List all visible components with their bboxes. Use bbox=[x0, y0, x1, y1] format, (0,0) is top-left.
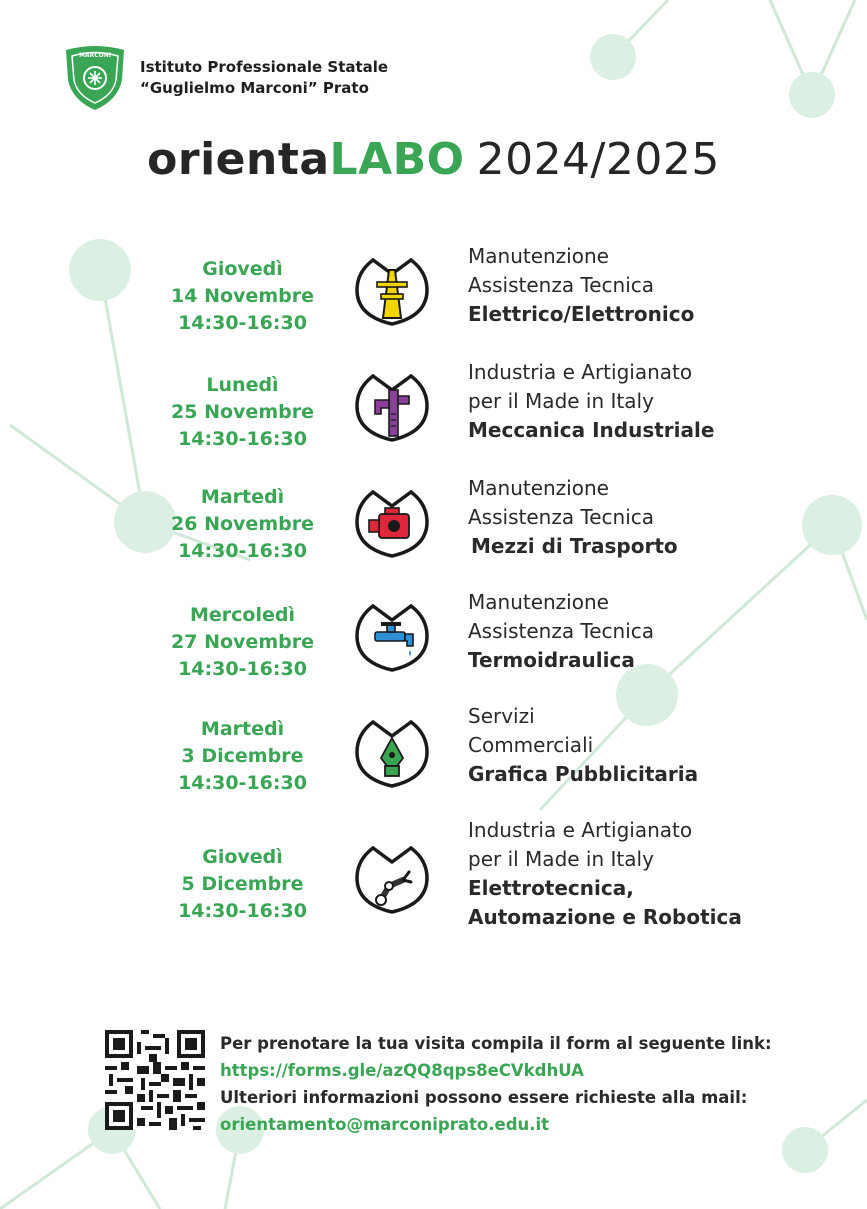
event-day: Mercoledì bbox=[190, 604, 295, 626]
robot-arm-icon bbox=[351, 836, 433, 916]
event-time: 14:30-16:30 bbox=[178, 312, 307, 334]
event-course bbox=[468, 242, 848, 329]
course-line-2: Assistenza Tecnica bbox=[468, 619, 655, 643]
event-day: Giovedì bbox=[202, 258, 283, 280]
event-date bbox=[140, 602, 345, 683]
title-part-year: 2024/2025 bbox=[476, 134, 720, 185]
event-day: Giovedì bbox=[202, 846, 283, 868]
course-line-2: Assistenza Tecnica bbox=[468, 505, 655, 529]
event-time: 14:30-16:30 bbox=[178, 772, 307, 794]
course-title: Grafica Pubblicitaria bbox=[468, 762, 699, 786]
qr-code-icon[interactable] bbox=[105, 1030, 205, 1130]
course-line-2: Assistenza Tecnica bbox=[468, 273, 655, 297]
event-day-date: 26 Novembre bbox=[171, 513, 314, 535]
course-line-2: per il Made in Italy bbox=[468, 847, 654, 871]
institute-line-2: “Guglielmo Marconi” Prato bbox=[140, 79, 369, 97]
course-title: Elettrotecnica, bbox=[468, 876, 634, 900]
booking-instructions: Per prenotare la tua visita compila il form al seguente link: bbox=[220, 1034, 772, 1053]
event-day-date: 14 Novembre bbox=[171, 285, 314, 307]
event-date bbox=[140, 844, 345, 925]
course-line-1: Manutenzione bbox=[468, 476, 609, 500]
caliper-icon bbox=[351, 364, 433, 444]
event-item bbox=[0, 246, 867, 356]
footer-text bbox=[220, 1030, 820, 1138]
course-line-1: Servizi bbox=[468, 704, 535, 728]
event-day-date: 27 Novembre bbox=[171, 631, 314, 653]
info-instructions: Ulteriori informazioni possono essere richieste alla mail: bbox=[220, 1088, 748, 1107]
event-day-date: 25 Novembre bbox=[171, 401, 314, 423]
event-date bbox=[140, 372, 345, 453]
event-time: 14:30-16:30 bbox=[178, 900, 307, 922]
booking-form-link[interactable]: https://forms.gle/azQQ8qps8eCVkdhUA bbox=[220, 1061, 584, 1080]
event-time: 14:30-16:30 bbox=[178, 540, 307, 562]
event-day-date: 5 Dicembre bbox=[181, 873, 304, 895]
event-time: 14:30-16:30 bbox=[178, 658, 307, 680]
course-line-1: Industria e Artigianato bbox=[468, 818, 693, 842]
event-date bbox=[140, 716, 345, 797]
engine-icon bbox=[351, 480, 433, 560]
event-day: Martedì bbox=[200, 718, 285, 740]
event-date bbox=[140, 484, 345, 565]
institute-line-1: Istituto Professionale Statale bbox=[140, 58, 389, 76]
pen-nib-icon bbox=[351, 710, 433, 790]
footer bbox=[105, 1030, 825, 1140]
course-line-1: Manutenzione bbox=[468, 590, 609, 614]
contact-email-link[interactable]: orientamento@marconiprato.edu.it bbox=[220, 1115, 550, 1134]
event-course bbox=[468, 816, 848, 932]
title-part-labo: LABO bbox=[329, 134, 465, 185]
event-item bbox=[0, 592, 867, 702]
event-day: Martedì bbox=[200, 486, 285, 508]
event-course bbox=[468, 588, 848, 675]
course-title-2: Automazione e Robotica bbox=[468, 905, 742, 929]
electric-pylon-icon bbox=[351, 248, 433, 328]
course-line-1: Manutenzione bbox=[468, 244, 609, 268]
event-time: 14:30-16:30 bbox=[178, 428, 307, 450]
event-item bbox=[0, 476, 867, 586]
event-date bbox=[140, 256, 345, 337]
course-title: Termoidraulica bbox=[468, 648, 635, 672]
title-part-orienta: orienta bbox=[147, 134, 330, 185]
event-item bbox=[0, 820, 867, 950]
event-day-date: 3 Dicembre bbox=[181, 745, 304, 767]
course-title: Elettrico/Elettronico bbox=[468, 302, 695, 326]
course-line-1: Industria e Artigianato bbox=[468, 360, 693, 384]
course-title: Mezzi di Trasporto bbox=[471, 534, 678, 558]
course-line-2: per il Made in Italy bbox=[468, 389, 654, 413]
event-course bbox=[468, 474, 848, 561]
event-day: Lunedì bbox=[206, 374, 279, 396]
faucet-icon bbox=[351, 594, 433, 674]
course-line-2: Commerciali bbox=[468, 733, 594, 757]
event-course bbox=[468, 358, 848, 445]
event-item bbox=[0, 706, 867, 816]
logo-text: MARCONI bbox=[79, 52, 111, 59]
event-course bbox=[468, 702, 848, 789]
event-item bbox=[0, 362, 867, 472]
course-title: Meccanica Industriale bbox=[468, 418, 715, 442]
